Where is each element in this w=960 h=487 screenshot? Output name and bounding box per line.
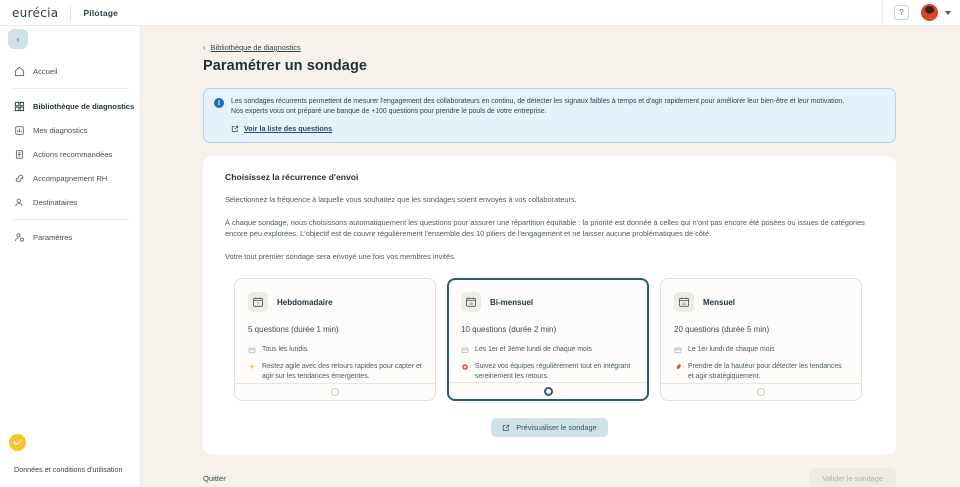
option-schedule-text: Les 1er et 3ème lundi de chaque mois <box>475 346 592 354</box>
option-radio-hebdomadaire[interactable] <box>331 388 339 396</box>
svg-text:7: 7 <box>256 302 260 307</box>
option-card-mensuel[interactable] <box>660 278 862 401</box>
external-link-icon <box>231 125 239 133</box>
chart-icon <box>14 125 25 136</box>
target-icon <box>461 363 469 371</box>
option-radio-bi-mensuel[interactable] <box>544 387 553 396</box>
recurrence-options <box>234 278 896 401</box>
chevron-left-icon[interactable]: ‹ <box>203 43 206 52</box>
preview-survey-label: Prévisualiser le sondage <box>516 423 597 433</box>
option-schedule-text: Le 1er lundi de chaque mois <box>688 346 775 354</box>
paragraph-2: À chaque sondage, nous choisissons automatiquement les questions pour assurer une répartition équitable : la priorité est donnée à celles qui n'ont pas encore été posées ou issues de catégories encore peu explorées. L'objectif est de couvrir régulièrement l'ensemble des 10 piliers de l'engagement et ne laisser aucune problématiques de côté. <box>225 218 865 239</box>
option-questions: 10 questions (durée 2 min) <box>461 325 557 335</box>
info-icon: i <box>214 98 224 108</box>
svg-text:31: 31 <box>682 302 686 307</box>
sidebar-item-bibliotheque-de-diagnostics[interactable] <box>0 94 141 118</box>
home-icon <box>14 66 25 77</box>
option-schedule <box>248 345 422 355</box>
option-features <box>248 345 422 382</box>
avatar[interactable] <box>921 4 938 21</box>
divider <box>70 5 71 21</box>
divider <box>12 219 129 220</box>
recurrence-card <box>203 156 896 455</box>
check-badge-icon[interactable] <box>9 434 26 451</box>
sidebar-item-destinataires[interactable] <box>0 190 141 214</box>
sidebar-item-accueil[interactable] <box>0 59 141 83</box>
banner-line-2: Nos experts vous ont préparé une banque de +100 questions pour prendre le pouls de votre entreprise. <box>231 108 547 115</box>
grid-icon <box>14 101 25 112</box>
option-benefit-text: Prendre de la hauteur pour détecter les tendances et agir stratégiquement. <box>688 363 842 381</box>
preview-survey-button[interactable] <box>491 418 608 437</box>
option-header <box>248 292 422 312</box>
calendar-15-icon <box>461 292 481 312</box>
sidebar-item-accompagnement-rh[interactable] <box>0 166 141 190</box>
sidebar-item-actions-recommandees[interactable] <box>0 142 141 166</box>
breadcrumb <box>203 43 960 52</box>
info-banner <box>203 88 896 143</box>
option-footer <box>661 383 861 400</box>
sidebar-nav <box>0 59 141 249</box>
calendar-7-icon <box>248 292 268 312</box>
calendar-31-icon <box>674 292 694 312</box>
svg-text:15: 15 <box>469 302 473 307</box>
breadcrumb-link[interactable]: Bibliothèque de diagnostics <box>210 43 301 52</box>
option-footer <box>235 383 435 400</box>
option-benefit-text: Restez agile avec des retours rapides pour capter et agir sur les tendances émergentes. <box>262 363 422 381</box>
divider <box>882 0 883 26</box>
option-header <box>461 292 635 312</box>
clipboard-icon <box>14 149 25 160</box>
paragraph-1: Sélectionnez la fréquence à laquelle vous souhaitez que les sondages soient envoyés à vos collaborateurs. <box>225 195 577 204</box>
help-icon[interactable]: ? <box>894 5 909 20</box>
sidebar-collapse-button[interactable]: ‹ <box>8 29 28 49</box>
info-banner-body <box>231 97 885 133</box>
banner-link-row[interactable] <box>231 124 885 133</box>
sidebar-item-mes-diagnostics[interactable] <box>0 118 141 142</box>
user-icon <box>14 197 25 208</box>
option-benefit <box>248 362 422 382</box>
option-schedule <box>674 345 848 355</box>
section-title: Choisissez la récurrence d'envoi <box>225 172 359 182</box>
option-radio-mensuel[interactable] <box>757 388 765 396</box>
option-questions: 20 questions (durée 5 min) <box>674 325 770 335</box>
rocket-icon <box>674 363 682 371</box>
preview-row <box>203 418 896 437</box>
sparkle-icon <box>248 363 256 371</box>
paragraph-3: Votre tout premier sondage sera envoyé une fois vos membres invités. <box>225 252 456 262</box>
option-card-hebdomadaire[interactable] <box>234 278 436 401</box>
option-features <box>674 345 848 382</box>
option-schedule <box>461 345 635 355</box>
sidebar-item-label: Accompagnement RH <box>33 173 108 183</box>
option-benefit <box>674 362 848 382</box>
app-logo[interactable]: eurécia <box>12 5 59 20</box>
calendar-small-icon <box>461 346 469 354</box>
option-questions: 5 questions (durée 1 min) <box>248 325 339 335</box>
sidebar-item-label: Destinataires <box>33 197 78 207</box>
option-header <box>674 292 848 312</box>
option-title: Hebdomadaire <box>277 297 333 307</box>
quit-button[interactable]: Quitter <box>203 474 226 484</box>
link-icon <box>14 173 25 184</box>
terms-link[interactable]: Données et conditions d'utilisation <box>14 465 123 474</box>
option-card-bi-mensuel[interactable] <box>447 278 649 401</box>
questions-list-link[interactable]: Voir la liste des questions <box>244 124 333 133</box>
top-bar <box>0 0 960 26</box>
sidebar-item-label: Bibliothèque de diagnostics <box>33 101 135 111</box>
main-content <box>141 26 960 487</box>
sidebar-footer <box>0 434 141 487</box>
option-benefit <box>461 362 635 382</box>
chevron-down-icon[interactable] <box>945 11 951 15</box>
topbar-actions <box>882 0 960 26</box>
calendar-small-icon <box>674 346 682 354</box>
validate-survey-button[interactable]: Valider le sondage <box>809 468 896 487</box>
divider <box>12 88 129 89</box>
bottom-action-bar <box>203 468 896 487</box>
sidebar-item-parametres[interactable] <box>0 225 141 249</box>
page-title: Paramétrer un sondage <box>203 58 368 74</box>
user-gear-icon <box>14 232 25 243</box>
option-schedule-text: Tous les lundis <box>262 346 308 354</box>
banner-line-1: Les sondages récurrents permettent de mesurer l'engagement des collaborateurs en continu, de détecter les signaux faibles à temps et d'agir rapidement pour améliorer leur bien-être et leur motivation. <box>231 98 845 105</box>
sidebar <box>0 26 141 487</box>
sidebar-item-label: Mes diagnostics <box>33 125 88 135</box>
option-title: Bi-mensuel <box>490 297 534 307</box>
calendar-small-icon <box>248 346 256 354</box>
option-benefit-text: Suivez vos équipes régulièrement tout en intégrant sereinement les retours. <box>475 363 631 381</box>
sidebar-item-label: Paramètres <box>33 232 73 242</box>
option-footer <box>449 382 647 399</box>
sidebar-item-label: Actions recommandées <box>33 149 113 159</box>
sidebar-item-label: Accueil <box>33 66 58 76</box>
option-features <box>461 345 635 382</box>
option-title: Mensuel <box>703 297 736 307</box>
module-title: Pilotage <box>83 7 119 18</box>
